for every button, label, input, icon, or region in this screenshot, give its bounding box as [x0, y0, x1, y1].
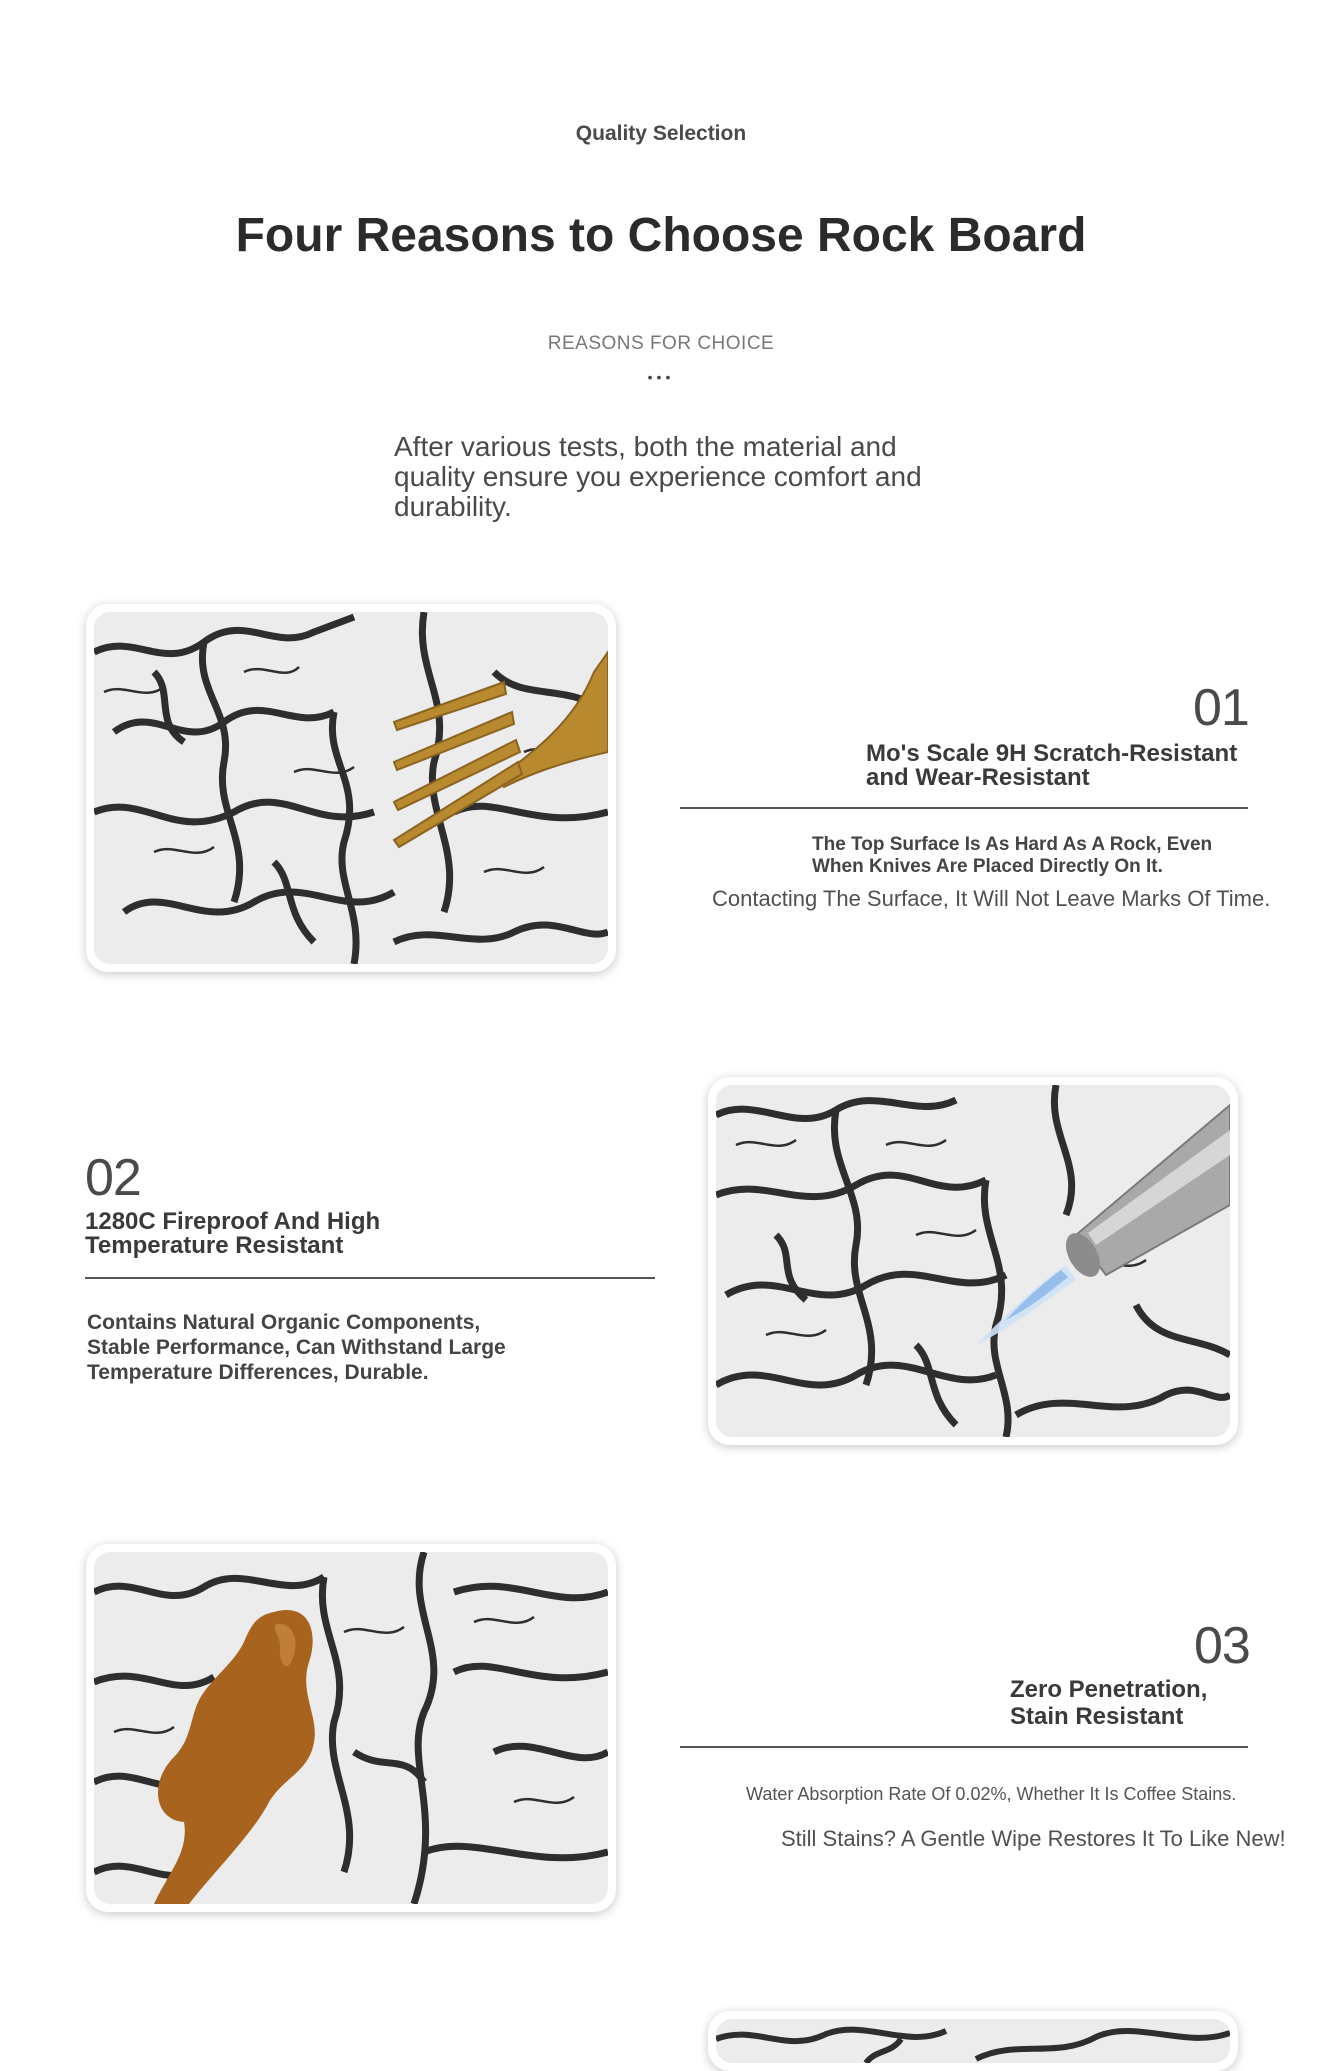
- marble-image-partial: [716, 2019, 1230, 2063]
- feature-3-detail: Water Absorption Rate Of 0.02%, Whether It Is Coffee Stains.: [746, 1784, 1237, 1804]
- marble-stain-image: [94, 1552, 608, 1904]
- marble-fork-image: [94, 612, 608, 964]
- feature-1-note: Contacting The Surface, It Will Not Leave Marks Of Time.: [712, 886, 1271, 911]
- marble-torch-image: [716, 1085, 1230, 1437]
- section-subtitle: REASONS FOR CHOICE: [547, 333, 775, 354]
- feature-1-photo: [86, 604, 616, 972]
- feature-2-photo: [708, 1077, 1238, 1445]
- feature-1-number: 01: [1193, 679, 1249, 737]
- feature-4-photo: [708, 2011, 1238, 2071]
- decorative-dots: •••: [647, 369, 675, 385]
- section-eyebrow: Quality Selection: [575, 122, 747, 145]
- feature-1-divider: [680, 807, 1248, 809]
- intro-paragraph: After various tests, both the material and quality ensure you experience comfort and durability.: [394, 431, 922, 522]
- feature-2-title: 1280C Fireproof And High Temperature Resistant: [85, 1208, 381, 1259]
- feature-2-divider: [85, 1277, 655, 1279]
- feature-3-photo: [86, 1544, 616, 1912]
- feature-2-number: 02: [85, 1149, 141, 1207]
- feature-3-divider: [680, 1746, 1248, 1748]
- feature-3-title: Zero Penetration, Stain Resistant: [1010, 1676, 1208, 1730]
- feature-3-number: 03: [1194, 1617, 1250, 1675]
- feature-3-note: Still Stains? A Gentle Wipe Restores It To Like New!: [781, 1826, 1286, 1851]
- page-title: Four Reasons to Choose Rock Board: [235, 209, 1087, 262]
- feature-1-title: Mo's Scale 9H Scratch-Resistant and Wear-Resistant: [866, 740, 1238, 791]
- feature-1-detail: The Top Surface Is As Hard As A Rock, Even When Knives Are Placed Directly On It.: [812, 834, 1213, 877]
- feature-2-detail: Contains Natural Organic Components, Stable Performance, Can Withstand Large Temperature Differences, Durable.: [87, 1311, 506, 1384]
